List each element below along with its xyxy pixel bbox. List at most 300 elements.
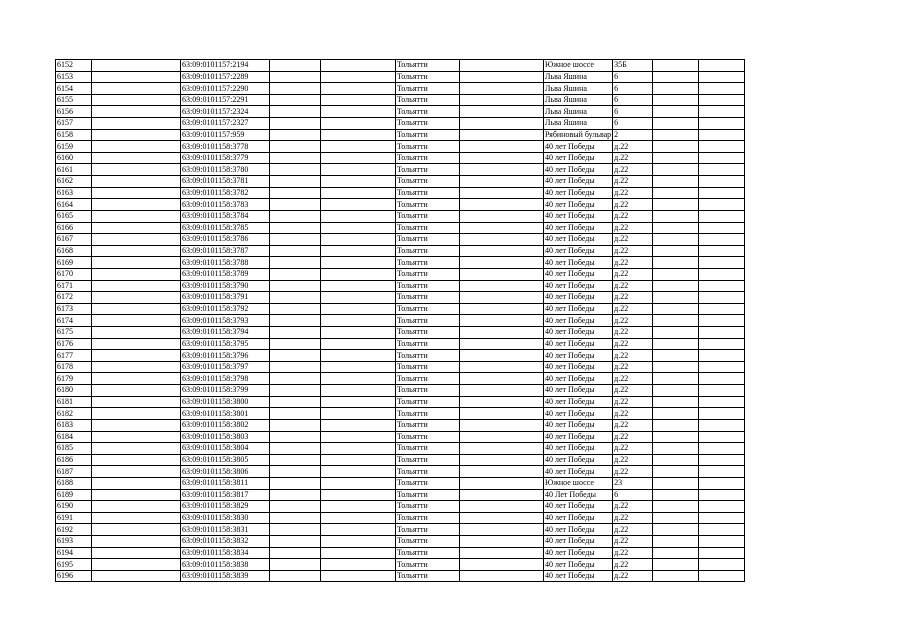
cell-empty bbox=[460, 245, 544, 257]
cell-cadastral-number: 63:09:0101158:3785 bbox=[181, 222, 270, 234]
cell-cadastral-number: 63:09:0101158:3832 bbox=[181, 535, 270, 547]
cell-empty bbox=[460, 443, 544, 455]
table-row bbox=[56, 94, 745, 106]
cell-cadastral-number: 63:09:0101158:3838 bbox=[181, 559, 270, 571]
cell-house: д.22 bbox=[613, 187, 653, 199]
cell-cadastral-number: 63:09:0101158:3798 bbox=[181, 373, 270, 385]
cell-street: 40 лет Победы bbox=[544, 152, 613, 164]
cell-street: 40 лет Победы bbox=[544, 396, 613, 408]
cell-empty bbox=[321, 176, 396, 188]
cell-empty bbox=[699, 164, 745, 176]
table-row bbox=[56, 489, 745, 501]
cell-house: д.22 bbox=[613, 222, 653, 234]
cell-empty bbox=[699, 524, 745, 536]
cell-empty bbox=[270, 303, 321, 315]
cell-cadastral-number: 63:09:0101157:2291 bbox=[181, 94, 270, 106]
cell-street: 40 лет Победы bbox=[544, 292, 613, 304]
cell-empty bbox=[653, 83, 699, 95]
cell-empty bbox=[92, 559, 181, 571]
cell-empty bbox=[92, 419, 181, 431]
cell-house: д.22 bbox=[613, 327, 653, 339]
cell-empty bbox=[321, 559, 396, 571]
cell-empty bbox=[460, 547, 544, 559]
cell-empty bbox=[270, 501, 321, 513]
cell-empty bbox=[460, 338, 544, 350]
cell-city: Тольятти bbox=[396, 71, 460, 83]
cell-street: Льва Яшина bbox=[544, 71, 613, 83]
cell-empty bbox=[653, 385, 699, 397]
cell-empty bbox=[653, 361, 699, 373]
cell-empty bbox=[699, 292, 745, 304]
cell-empty bbox=[321, 396, 396, 408]
cell-empty bbox=[270, 118, 321, 130]
cell-empty bbox=[460, 164, 544, 176]
cell-cadastral-number: 63:09:0101158:3787 bbox=[181, 245, 270, 257]
cell-cadastral-number: 63:09:0101158:3780 bbox=[181, 164, 270, 176]
cell-street: 40 лет Победы bbox=[544, 303, 613, 315]
cell-empty bbox=[92, 129, 181, 141]
table-row bbox=[56, 71, 745, 83]
cell-cadastral-number: 63:09:0101158:3831 bbox=[181, 524, 270, 536]
cell-empty bbox=[321, 234, 396, 246]
cell-number: 6169 bbox=[56, 257, 92, 269]
cell-number: 6183 bbox=[56, 419, 92, 431]
cell-empty bbox=[460, 94, 544, 106]
cell-number: 6181 bbox=[56, 396, 92, 408]
cell-city: Тольятти bbox=[396, 83, 460, 95]
cell-empty bbox=[321, 164, 396, 176]
cell-street: 40 лет Победы bbox=[544, 373, 613, 385]
cell-number: 6189 bbox=[56, 489, 92, 501]
cell-empty bbox=[270, 524, 321, 536]
cell-city: Тольятти bbox=[396, 338, 460, 350]
cell-empty bbox=[270, 327, 321, 339]
cell-empty bbox=[653, 210, 699, 222]
cell-house: д.22 bbox=[613, 338, 653, 350]
cell-house: д.22 bbox=[613, 419, 653, 431]
cell-empty bbox=[270, 315, 321, 327]
cell-street: 40 лет Победы bbox=[544, 141, 613, 153]
cell-cadastral-number: 63:09:0101157:2324 bbox=[181, 106, 270, 118]
cell-city: Тольятти bbox=[396, 176, 460, 188]
table-row bbox=[56, 419, 745, 431]
cell-house: д.22 bbox=[613, 280, 653, 292]
cell-empty bbox=[699, 94, 745, 106]
cell-empty bbox=[653, 292, 699, 304]
cell-empty bbox=[321, 71, 396, 83]
cell-empty bbox=[321, 106, 396, 118]
cell-empty bbox=[92, 303, 181, 315]
cell-house: д.22 bbox=[613, 245, 653, 257]
cell-street: 40 лет Победы bbox=[544, 280, 613, 292]
cell-cadastral-number: 63:09:0101158:3799 bbox=[181, 385, 270, 397]
cell-number: 6156 bbox=[56, 106, 92, 118]
cell-empty bbox=[653, 559, 699, 571]
cell-city: Тольятти bbox=[396, 431, 460, 443]
cell-empty bbox=[92, 361, 181, 373]
cell-cadastral-number: 63:09:0101158:3817 bbox=[181, 489, 270, 501]
cell-empty bbox=[92, 268, 181, 280]
cell-empty bbox=[321, 385, 396, 397]
cell-empty bbox=[699, 152, 745, 164]
cell-empty bbox=[460, 268, 544, 280]
cell-number: 6195 bbox=[56, 559, 92, 571]
cell-empty bbox=[92, 152, 181, 164]
table-row bbox=[56, 396, 745, 408]
cell-house: 6 bbox=[613, 94, 653, 106]
cell-empty bbox=[699, 361, 745, 373]
cell-city: Тольятти bbox=[396, 187, 460, 199]
cell-street: Льва Яшина bbox=[544, 83, 613, 95]
cell-empty bbox=[270, 187, 321, 199]
cell-street: 40 лет Победы bbox=[544, 512, 613, 524]
cell-cadastral-number: 63:09:0101158:3781 bbox=[181, 176, 270, 188]
cell-empty bbox=[699, 350, 745, 362]
cell-empty bbox=[653, 443, 699, 455]
cell-empty bbox=[321, 245, 396, 257]
cell-cadastral-number: 63:09:0101158:3802 bbox=[181, 419, 270, 431]
cell-cadastral-number: 63:09:0101158:3830 bbox=[181, 512, 270, 524]
cell-city: Тольятти bbox=[396, 292, 460, 304]
cell-empty bbox=[321, 187, 396, 199]
table-row bbox=[56, 141, 745, 153]
cell-house: д.22 bbox=[613, 443, 653, 455]
cell-house: д.22 bbox=[613, 408, 653, 420]
cell-empty bbox=[699, 547, 745, 559]
cell-empty bbox=[699, 327, 745, 339]
cell-house: д.22 bbox=[613, 292, 653, 304]
cell-empty bbox=[460, 176, 544, 188]
cell-street: 40 лет Победы bbox=[544, 501, 613, 513]
cell-empty bbox=[460, 141, 544, 153]
cell-empty bbox=[270, 373, 321, 385]
cell-number: 6158 bbox=[56, 129, 92, 141]
cell-number: 6176 bbox=[56, 338, 92, 350]
cell-empty bbox=[270, 466, 321, 478]
cell-empty bbox=[270, 106, 321, 118]
cell-number: 6175 bbox=[56, 327, 92, 339]
cell-empty bbox=[460, 454, 544, 466]
cell-cadastral-number: 63:09:0101158:3800 bbox=[181, 396, 270, 408]
cell-house: д.22 bbox=[613, 210, 653, 222]
cell-city: Тольятти bbox=[396, 466, 460, 478]
cell-empty bbox=[321, 280, 396, 292]
cell-empty bbox=[460, 129, 544, 141]
cell-empty bbox=[270, 454, 321, 466]
cell-empty bbox=[321, 547, 396, 559]
cell-street: 40 лет Победы bbox=[544, 327, 613, 339]
table-row bbox=[56, 338, 745, 350]
cell-house: д.22 bbox=[613, 501, 653, 513]
cell-empty bbox=[699, 245, 745, 257]
cell-number: 6191 bbox=[56, 512, 92, 524]
cell-empty bbox=[460, 570, 544, 582]
cell-empty bbox=[460, 222, 544, 234]
cell-street: 40 лет Победы bbox=[544, 350, 613, 362]
cell-empty bbox=[270, 361, 321, 373]
cell-empty bbox=[699, 570, 745, 582]
cell-street: 40 лет Победы bbox=[544, 164, 613, 176]
cell-empty bbox=[653, 512, 699, 524]
cell-number: 6168 bbox=[56, 245, 92, 257]
cell-empty bbox=[460, 187, 544, 199]
cell-empty bbox=[321, 350, 396, 362]
cell-empty bbox=[270, 570, 321, 582]
table-row bbox=[56, 512, 745, 524]
cell-house: д.22 bbox=[613, 547, 653, 559]
cell-empty bbox=[92, 141, 181, 153]
cell-empty bbox=[270, 512, 321, 524]
cell-empty bbox=[92, 431, 181, 443]
cell-house: д.22 bbox=[613, 524, 653, 536]
table-row bbox=[56, 361, 745, 373]
cell-cadastral-number: 63:09:0101158:3834 bbox=[181, 547, 270, 559]
cell-house: 35Б bbox=[613, 60, 653, 72]
cell-empty bbox=[321, 501, 396, 513]
cell-number: 6182 bbox=[56, 408, 92, 420]
cell-empty bbox=[653, 245, 699, 257]
cell-house: 6 bbox=[613, 71, 653, 83]
cell-cadastral-number: 63:09:0101158:3786 bbox=[181, 234, 270, 246]
cell-empty bbox=[699, 419, 745, 431]
cell-empty bbox=[699, 187, 745, 199]
cell-street: 40 лет Победы bbox=[544, 559, 613, 571]
cell-city: Тольятти bbox=[396, 443, 460, 455]
cell-empty bbox=[699, 559, 745, 571]
cell-empty bbox=[321, 327, 396, 339]
table-row bbox=[56, 454, 745, 466]
cell-street: Льва Яшина bbox=[544, 94, 613, 106]
cell-empty bbox=[653, 338, 699, 350]
cell-street: 40 лет Победы bbox=[544, 466, 613, 478]
cell-empty bbox=[460, 396, 544, 408]
cell-cadastral-number: 63:09:0101158:3792 bbox=[181, 303, 270, 315]
cell-city: Тольятти bbox=[396, 268, 460, 280]
cell-number: 6166 bbox=[56, 222, 92, 234]
cell-empty bbox=[460, 535, 544, 547]
cell-city: Тольятти bbox=[396, 535, 460, 547]
cell-cadastral-number: 63:09:0101158:3784 bbox=[181, 210, 270, 222]
cell-street: 40 лет Победы bbox=[544, 176, 613, 188]
cell-empty bbox=[653, 94, 699, 106]
cell-cadastral-number: 63:09:0101158:3783 bbox=[181, 199, 270, 211]
cell-empty bbox=[270, 210, 321, 222]
cell-number: 6155 bbox=[56, 94, 92, 106]
cell-empty bbox=[92, 234, 181, 246]
cell-street: 40 лет Победы bbox=[544, 419, 613, 431]
cell-empty bbox=[653, 164, 699, 176]
cell-empty bbox=[92, 292, 181, 304]
cell-empty bbox=[321, 210, 396, 222]
cell-empty bbox=[699, 199, 745, 211]
table-row bbox=[56, 350, 745, 362]
cell-house: д.22 bbox=[613, 466, 653, 478]
cell-empty bbox=[460, 489, 544, 501]
cell-number: 6177 bbox=[56, 350, 92, 362]
cell-empty bbox=[653, 477, 699, 489]
table-row bbox=[56, 118, 745, 130]
cell-empty bbox=[92, 210, 181, 222]
cell-cadastral-number: 63:09:0101158:3839 bbox=[181, 570, 270, 582]
cell-empty bbox=[653, 489, 699, 501]
cell-number: 6159 bbox=[56, 141, 92, 153]
table-row bbox=[56, 559, 745, 571]
cell-empty bbox=[653, 118, 699, 130]
cell-empty bbox=[321, 94, 396, 106]
cell-street: 40 лет Победы bbox=[544, 443, 613, 455]
cell-street: 40 лет Победы bbox=[544, 245, 613, 257]
cell-empty bbox=[699, 210, 745, 222]
cell-empty bbox=[92, 338, 181, 350]
cell-city: Тольятти bbox=[396, 152, 460, 164]
cell-empty bbox=[92, 454, 181, 466]
cell-empty bbox=[653, 60, 699, 72]
cell-empty bbox=[92, 60, 181, 72]
cell-number: 6190 bbox=[56, 501, 92, 513]
cell-city: Тольятти bbox=[396, 60, 460, 72]
cell-empty bbox=[653, 466, 699, 478]
cell-empty bbox=[460, 118, 544, 130]
cell-empty bbox=[92, 512, 181, 524]
cell-house: д.22 bbox=[613, 257, 653, 269]
cell-empty bbox=[92, 477, 181, 489]
cell-empty bbox=[653, 396, 699, 408]
cell-empty bbox=[653, 419, 699, 431]
cell-empty bbox=[653, 176, 699, 188]
cell-cadastral-number: 63:09:0101158:3779 bbox=[181, 152, 270, 164]
cell-city: Тольятти bbox=[396, 222, 460, 234]
table-row bbox=[56, 60, 745, 72]
cell-empty bbox=[460, 292, 544, 304]
cell-empty bbox=[653, 373, 699, 385]
cell-empty bbox=[92, 547, 181, 559]
cell-empty bbox=[270, 60, 321, 72]
cell-house: д.22 bbox=[613, 176, 653, 188]
cell-house: 23 bbox=[613, 477, 653, 489]
cell-number: 6154 bbox=[56, 83, 92, 95]
cell-empty bbox=[699, 373, 745, 385]
cell-empty bbox=[270, 152, 321, 164]
cell-empty bbox=[699, 338, 745, 350]
cell-empty bbox=[270, 83, 321, 95]
cell-house: д.22 bbox=[613, 350, 653, 362]
cell-city: Тольятти bbox=[396, 245, 460, 257]
cell-empty bbox=[699, 222, 745, 234]
table-row bbox=[56, 443, 745, 455]
cell-street: 40 лет Победы bbox=[544, 408, 613, 420]
cell-empty bbox=[460, 106, 544, 118]
cell-empty bbox=[460, 327, 544, 339]
cell-empty bbox=[321, 524, 396, 536]
cell-empty bbox=[699, 477, 745, 489]
cell-empty bbox=[321, 512, 396, 524]
cell-number: 6171 bbox=[56, 280, 92, 292]
cell-empty bbox=[653, 129, 699, 141]
cell-number: 6165 bbox=[56, 210, 92, 222]
cell-number: 6185 bbox=[56, 443, 92, 455]
cell-city: Тольятти bbox=[396, 361, 460, 373]
cell-house: д.22 bbox=[613, 361, 653, 373]
cell-house: д.22 bbox=[613, 512, 653, 524]
cell-empty bbox=[92, 176, 181, 188]
cell-empty bbox=[699, 234, 745, 246]
cell-empty bbox=[699, 83, 745, 95]
cell-empty bbox=[653, 141, 699, 153]
cell-empty bbox=[321, 315, 396, 327]
cell-city: Тольятти bbox=[396, 489, 460, 501]
table-row bbox=[56, 257, 745, 269]
cell-empty bbox=[699, 257, 745, 269]
table-row bbox=[56, 210, 745, 222]
cell-house: д.22 bbox=[613, 385, 653, 397]
cell-street: Южное шоссе bbox=[544, 60, 613, 72]
table-row bbox=[56, 466, 745, 478]
cell-number: 6173 bbox=[56, 303, 92, 315]
cell-house: 6 bbox=[613, 489, 653, 501]
cell-empty bbox=[699, 385, 745, 397]
cell-empty bbox=[460, 280, 544, 292]
cell-cadastral-number: 63:09:0101158:3782 bbox=[181, 187, 270, 199]
cell-house: д.22 bbox=[613, 535, 653, 547]
cell-empty bbox=[699, 512, 745, 524]
cell-street: 40 лет Победы bbox=[544, 268, 613, 280]
cell-cadastral-number: 63:09:0101157:959 bbox=[181, 129, 270, 141]
cell-empty bbox=[92, 315, 181, 327]
cell-empty bbox=[270, 129, 321, 141]
cell-city: Тольятти bbox=[396, 118, 460, 130]
cell-empty bbox=[270, 385, 321, 397]
cell-empty bbox=[699, 408, 745, 420]
cell-city: Тольятти bbox=[396, 327, 460, 339]
cell-empty bbox=[92, 524, 181, 536]
cell-city: Тольятти bbox=[396, 477, 460, 489]
cell-empty bbox=[653, 187, 699, 199]
cell-empty bbox=[460, 71, 544, 83]
cell-empty bbox=[270, 280, 321, 292]
cell-cadastral-number: 63:09:0101158:3789 bbox=[181, 268, 270, 280]
cell-number: 6162 bbox=[56, 176, 92, 188]
cell-house: д.22 bbox=[613, 454, 653, 466]
cell-empty bbox=[321, 338, 396, 350]
cell-number: 6179 bbox=[56, 373, 92, 385]
cell-street: 40 лет Победы bbox=[544, 210, 613, 222]
cell-empty bbox=[321, 454, 396, 466]
cell-empty bbox=[460, 350, 544, 362]
cell-empty bbox=[460, 303, 544, 315]
cell-empty bbox=[699, 129, 745, 141]
cell-city: Тольятти bbox=[396, 419, 460, 431]
cell-empty bbox=[92, 257, 181, 269]
cell-empty bbox=[270, 164, 321, 176]
cell-empty bbox=[699, 454, 745, 466]
cell-empty bbox=[653, 222, 699, 234]
table-row bbox=[56, 245, 745, 257]
cell-empty bbox=[321, 141, 396, 153]
cell-empty bbox=[92, 408, 181, 420]
cell-empty bbox=[92, 118, 181, 130]
table-row bbox=[56, 280, 745, 292]
cell-number: 6184 bbox=[56, 431, 92, 443]
cell-house: д.22 bbox=[613, 315, 653, 327]
cell-cadastral-number: 63:09:0101158:3793 bbox=[181, 315, 270, 327]
table-row bbox=[56, 106, 745, 118]
cell-empty bbox=[653, 234, 699, 246]
cell-empty bbox=[270, 350, 321, 362]
cell-city: Тольятти bbox=[396, 210, 460, 222]
cell-number: 6157 bbox=[56, 118, 92, 130]
cell-empty bbox=[270, 535, 321, 547]
cell-street: 40 лет Победы bbox=[544, 454, 613, 466]
